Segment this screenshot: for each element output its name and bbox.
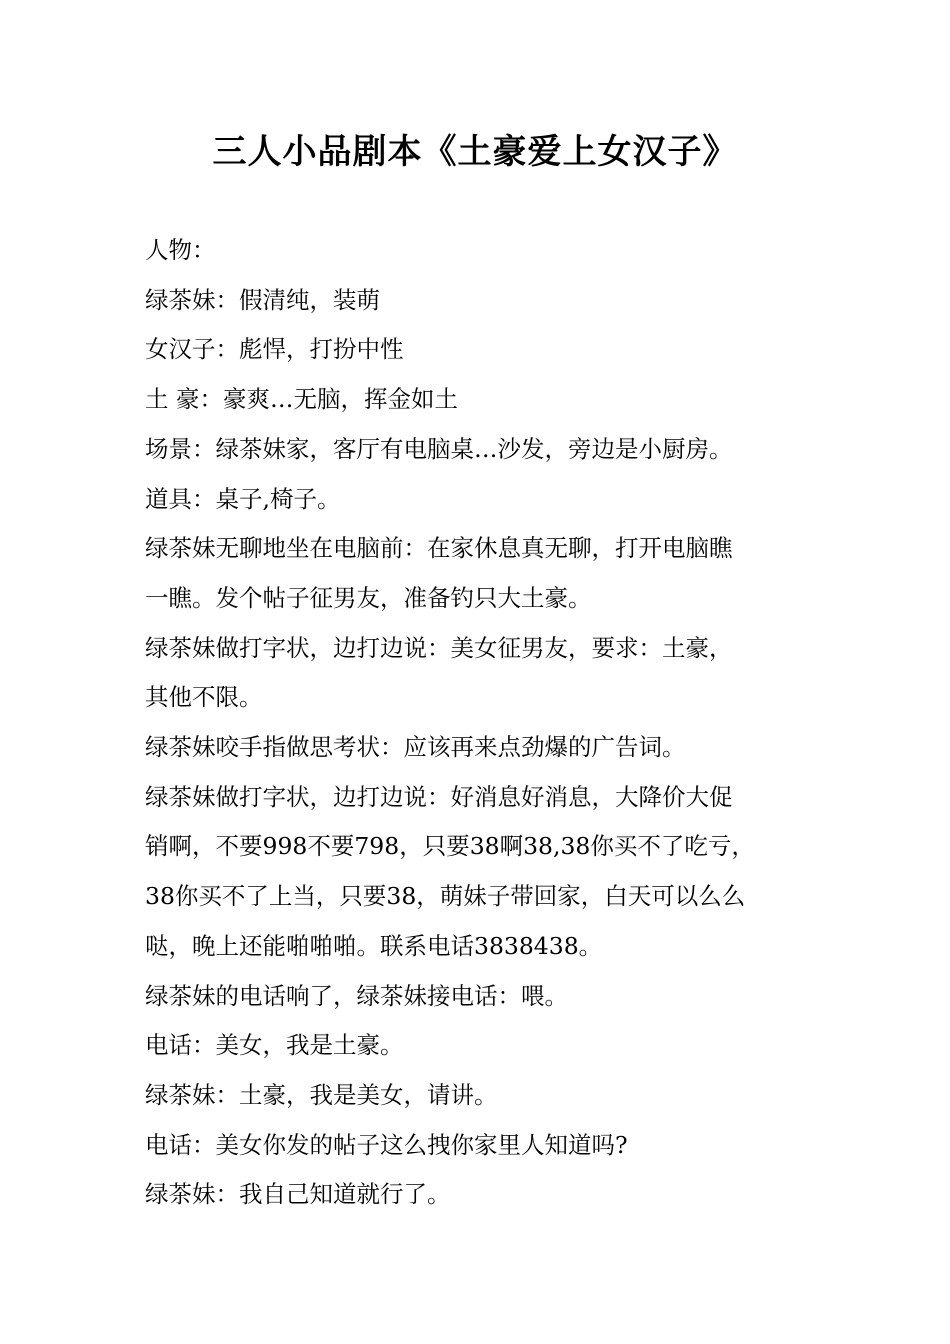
text-line: 哒，晚上还能啪啪啪。联系电话3838438。 xyxy=(145,931,603,960)
text-line: 电话：美女，我是土豪。 xyxy=(145,1031,404,1060)
text-line: 销啊，不要998不要798，只要38啊38,38你买不了吃亏， xyxy=(145,832,755,861)
text-line: 绿茶妹：土豪，我是美女，请讲。 xyxy=(145,1080,498,1109)
text-line: 绿茶妹做打字状，边打边说：好消息好消息，大降价大促 xyxy=(145,782,733,811)
text-line: 38你买不了上当，只要38，萌妹子带回家，白天可以么么 xyxy=(145,882,746,911)
text-line: 绿茶妹做打字状，边打边说：美女征男友，要求：土豪， xyxy=(145,633,733,662)
text-line: 土 豪：豪爽…无脑，挥金如土 xyxy=(145,385,458,414)
text-line: 绿茶妹咬手指做思考状：应该再来点劲爆的广告词。 xyxy=(145,733,686,762)
text-line: 绿茶妹无聊地坐在电脑前：在家休息真无聊，打开电脑瞧 xyxy=(145,534,733,563)
text-line: 一瞧。发个帖子征男友，准备钓只大土豪。 xyxy=(145,583,592,612)
script-body xyxy=(145,226,805,1220)
text-line: 道具：桌子,椅子。 xyxy=(145,484,341,513)
document-title: 三人小品剧本《土豪爱上女汉子》 xyxy=(212,132,738,172)
text-line: 电话：美女你发的帖子这么拽你家里人知道吗? xyxy=(145,1130,628,1159)
text-line: 场景：绿茶妹家，客厅有电脑桌…沙发，旁边是小厨房。 xyxy=(145,434,733,463)
text-line: 绿茶妹：我自己知道就行了。 xyxy=(145,1180,451,1209)
text-line: 绿茶妹：假清纯，装萌 xyxy=(145,285,380,314)
text-line: 其他不限。 xyxy=(145,683,263,712)
text-line: 绿茶妹的电话响了，绿茶妹接电话：喂。 xyxy=(145,981,568,1010)
text-line: 女汉子：彪悍，打扮中性 xyxy=(145,335,404,364)
text-line: 人物： xyxy=(145,236,216,264)
